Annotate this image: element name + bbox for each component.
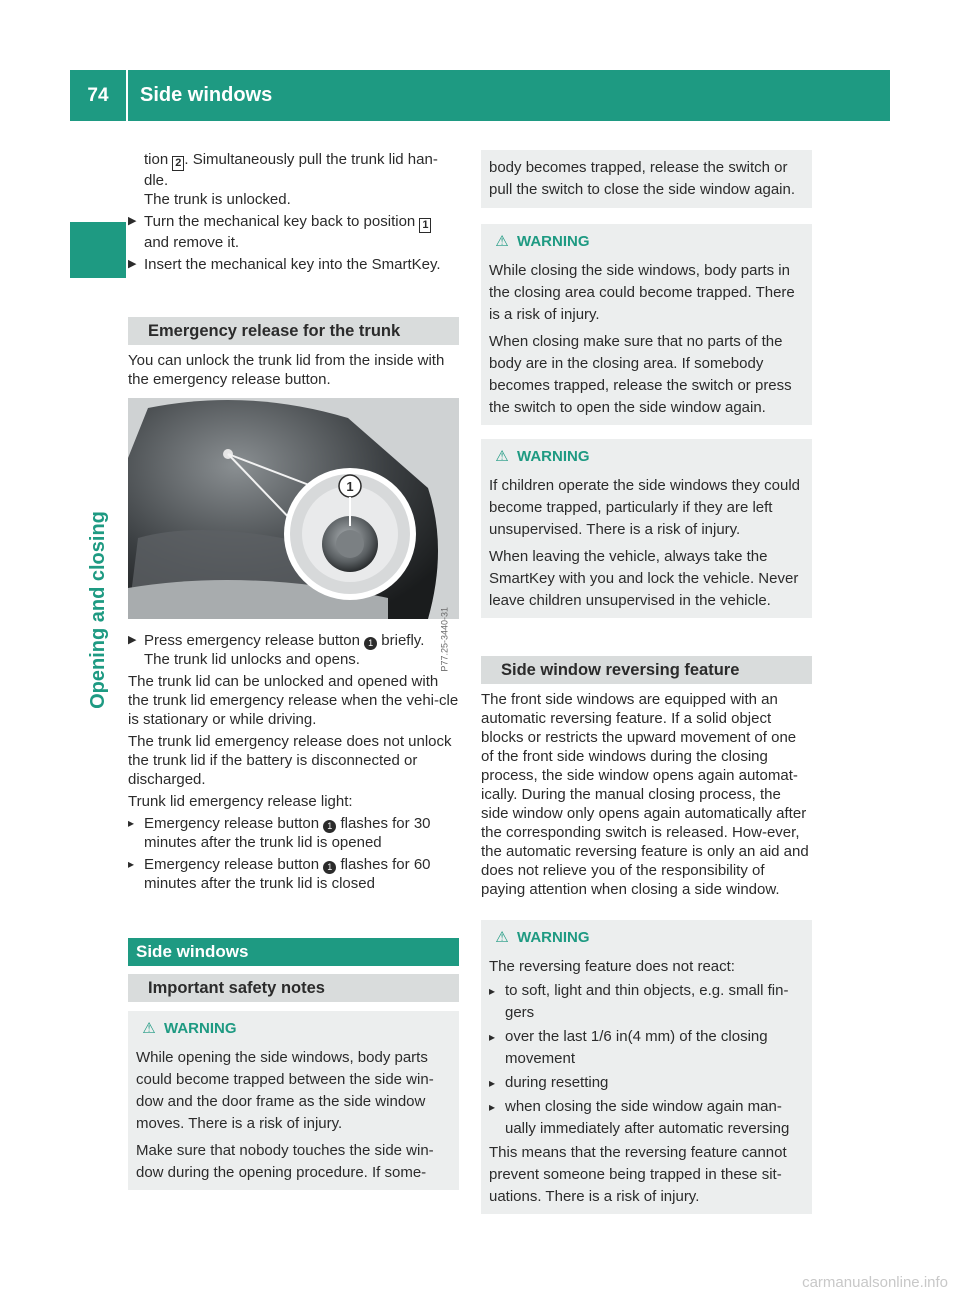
paragraph-while-driving: The trunk lid can be unlocked and opened with the trunk lid emergency release when the vehi-cle is stationary or while driving. [128, 673, 459, 728]
safety-notes-heading: Important safety notes [128, 974, 459, 1002]
position-1-symbol: 1 [419, 218, 431, 233]
list-item: ▸ to soft, light and thin objects, e.g. small fin-gers [489, 980, 804, 1024]
warning-text: Make sure that nobody touches the side win-dow during the opening procedure. If some- [136, 1142, 434, 1181]
callout-1-symbol: 1 [364, 637, 377, 650]
warning-triangle-icon: ⚠ [495, 929, 509, 946]
list-item: ▸ during resetting [489, 1072, 804, 1094]
step-result: The trunk is unlocked. [144, 191, 291, 208]
trunk-emergency-release-illustration [128, 398, 459, 619]
warning-box-reversing [481, 920, 812, 1214]
step-press-release-button: ▶ Press emergency release button 1 briefly. [128, 631, 459, 650]
warning-box-children [481, 439, 812, 618]
callout-1-symbol: 1 [323, 861, 336, 874]
warning-text: While closing the side windows, body parts in the closing area could become trapped. There is a risk of injury. [489, 262, 795, 323]
warning-text: The reversing feature does not react: [489, 958, 735, 975]
paragraph-light: Trunk lid emergency release light: [128, 793, 353, 810]
page-number: 74 [87, 85, 109, 106]
reversing-paragraph: The front side windows are equipped with an automatic reversing feature. If a solid object blocks or restricts the upward movement of one of the front side windows during the closing process, the side window opens again automat-ically. During the manual closing process, the side window only opens again automatically after the corresponding switch is released. How-ever, the automatic reversing feature is only an aid and does not relieve you of the responsibility of paying attention when closing a side window. [481, 691, 809, 898]
emergency-intro: You can unlock the trunk lid from the inside with the emergency release button. [128, 352, 445, 388]
callout-1-symbol: 1 [323, 820, 336, 833]
side-windows-heading: Side windows [128, 938, 459, 966]
warning-box-opening [128, 1011, 459, 1190]
warning-text: While opening the side windows, body parts could become trapped between the side win-dow and the door frame as the side window moves. There is a risk of injury. [136, 1049, 434, 1132]
watermark: carmanualsonline.info [802, 1274, 948, 1291]
position-2-symbol: 2 [172, 156, 184, 171]
warning-triangle-icon: ⚠ [495, 448, 509, 465]
photo-callout-1: 1 [346, 479, 354, 494]
warning-box-closing [481, 224, 812, 425]
warning-triangle-icon: ⚠ [495, 233, 509, 250]
step-turn-key: ▶ Turn the mechanical key back to position 1 and remove it. [128, 212, 459, 252]
list-item: ▸ when closing the side window again man-ually immediately after automatic reversing [489, 1096, 804, 1140]
bullet-30-minutes: ▸ Emergency release button 1 flashes for 30 minutes after the trunk lid is opened [128, 814, 459, 852]
continued-step: tion 2 . Simultaneously pull the trunk lid han-dle. [144, 151, 438, 189]
warning-text: body becomes trapped, release the switch or pull the switch to close the side window again. [489, 159, 796, 198]
left-column [128, 150, 459, 1190]
bullet-60-minutes: ▸ Emergency release button 1 flashes for 60 minutes after the trunk lid is closed [128, 855, 459, 893]
warning-heading: ⚠ WARNING [489, 232, 804, 252]
chapter-marker [70, 222, 126, 278]
step-result-opens: The trunk lid unlocks and opens. [144, 651, 360, 668]
warning-heading: ⚠ WARNING [136, 1019, 451, 1039]
reversing-feature-heading: Side window reversing feature [481, 656, 812, 684]
warning-text: When closing make sure that no parts of the body are in the closing area. If somebody becomes trapped, release the switch or press the switch to open the side window again. [489, 333, 792, 416]
warning-text: If children operate the side windows they could become trapped, particularly if they are left unsupervised. There is a risk of injury. [489, 477, 801, 538]
warning-heading: ⚠ WARNING [489, 928, 804, 948]
page-title: Side windows [140, 84, 273, 106]
paragraph-battery: The trunk lid emergency release does not unlock the trunk lid if the battery is disconnected or discharged. [128, 733, 452, 788]
warning-text: This means that the reversing feature cannot prevent someone being trapped in these sit-uations. There is a risk of injury. [489, 1144, 787, 1205]
header-divider [126, 70, 128, 121]
photo-code: P77.25-3440-31 [440, 607, 450, 672]
list-item: ▸ over the last 1/6 in(4 mm) of the closing movement [489, 1026, 804, 1070]
warning-text: When leaving the vehicle, always take the SmartKey with you and lock the vehicle. Never leave children unsupervised in the vehicle. [489, 548, 799, 609]
chapter-title: Opening and closing [87, 511, 109, 709]
right-column [481, 150, 812, 1214]
warning-triangle-icon: ⚠ [142, 1020, 156, 1037]
emergency-release-heading: Emergency release for the trunk [128, 317, 459, 345]
step-insert-key: ▶ Insert the mechanical key into the SmartKey. [128, 255, 459, 274]
warning-box-continued [481, 150, 812, 208]
warning-heading: ⚠ WARNING [489, 447, 804, 467]
